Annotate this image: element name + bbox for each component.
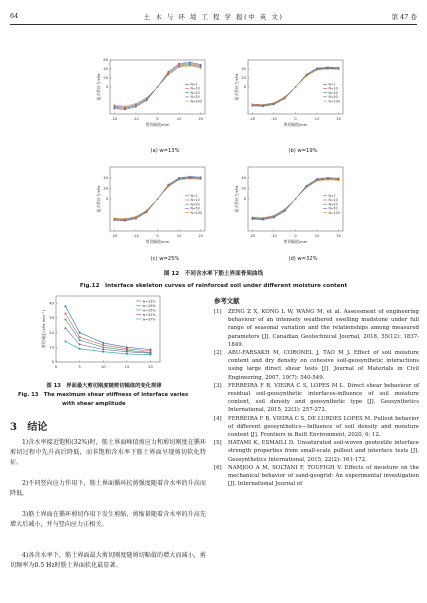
x-tick-label: 0 bbox=[54, 364, 58, 369]
x-tick-label: -10 bbox=[270, 234, 277, 238]
data-point bbox=[273, 215, 275, 217]
data-point bbox=[157, 198, 159, 200]
data-point bbox=[135, 103, 137, 105]
y-tick-label: 0 bbox=[243, 197, 246, 202]
legend-label: w=25% bbox=[142, 308, 156, 313]
fig12-panel-a bbox=[96, 56, 205, 127]
legend-label: w=13% bbox=[142, 299, 156, 304]
legend-label: N=100 bbox=[328, 210, 340, 215]
data-point bbox=[295, 198, 297, 200]
x-tick-label: 20 bbox=[336, 234, 341, 238]
legend-label: N=10 bbox=[190, 86, 200, 91]
reference-number: [3] bbox=[214, 382, 222, 389]
panel-d-label: (d) w=32% bbox=[288, 256, 318, 262]
data-point bbox=[79, 332, 81, 334]
reference-number: [1] bbox=[214, 309, 222, 315]
fig12-panel-b bbox=[234, 56, 343, 127]
series-line bbox=[66, 328, 151, 353]
reference-text: ZENG Z X, KONG L W, WANG M, et al. Assessment of engineering behaviour of an intensely weathered swelling mudstone under full range of seasonal variation and the relationships among measured parameters [J]. Canadian Geotechnical Journal, 2018, 55(12): 1837-1849. bbox=[228, 309, 419, 348]
x-tick-label: -10 bbox=[132, 117, 139, 121]
y-tick-label: 0 bbox=[243, 85, 246, 90]
reference-text: NAMJOO A M, SOLTANI F, TOUFIGH V. Effects of moisture on the mechanical behavior of sand-geogrid: An experimental investigation [J]. International Journal of bbox=[228, 464, 419, 488]
data-point bbox=[102, 344, 104, 346]
data-point bbox=[64, 327, 66, 329]
y-tick-label: 40 bbox=[49, 300, 54, 306]
data-point bbox=[124, 106, 126, 108]
data-point bbox=[79, 336, 81, 338]
references-title: 参考文献 bbox=[214, 297, 240, 305]
running-header bbox=[10, 10, 417, 25]
reference-item bbox=[214, 464, 419, 489]
data-point bbox=[338, 69, 340, 71]
series-line bbox=[114, 63, 200, 108]
reference-list bbox=[214, 308, 419, 488]
legend-label: N=20 bbox=[328, 90, 338, 95]
legend-label: N=20 bbox=[328, 202, 338, 207]
panel-a-label: (a) w=13% bbox=[150, 148, 180, 154]
fig12-panel-c bbox=[96, 163, 205, 244]
y-tick-label: 20 bbox=[49, 329, 54, 335]
fig13-caption-en-2: with shear amplitude bbox=[62, 401, 126, 407]
fig12-panel-d bbox=[234, 163, 343, 244]
x-tick-label: 20 bbox=[148, 364, 153, 369]
x-axis-label: 剪切幅值/mm bbox=[283, 239, 308, 244]
data-point bbox=[200, 67, 202, 69]
data-point bbox=[189, 65, 191, 67]
data-point bbox=[167, 186, 169, 188]
x-tick-label: 0 bbox=[156, 117, 159, 121]
legend-label: N=20 bbox=[190, 90, 200, 95]
x-axis-label: 剪切幅值/mm bbox=[145, 122, 170, 127]
conclusion-paragraph-3: 3)筋土界面在循环剪切作用下发生剪缩，剪缩量随着含水率的升高先增大后减小，并与竖向应力正相关。 bbox=[10, 511, 206, 529]
y-axis-label: 最大剪应力/kPa bbox=[234, 185, 239, 213]
x-tick-label: -20 bbox=[111, 234, 118, 238]
fig13-chart bbox=[40, 292, 190, 370]
y-axis-label: 最大剪应力/kPa bbox=[96, 73, 101, 101]
series-line bbox=[66, 320, 151, 353]
x-tick-label: 0 bbox=[294, 234, 297, 238]
x-tick-label: -20 bbox=[111, 117, 118, 121]
data-point bbox=[126, 353, 128, 355]
data-point bbox=[327, 68, 329, 70]
data-point bbox=[178, 66, 180, 68]
data-point bbox=[102, 351, 104, 353]
data-point bbox=[64, 340, 66, 342]
y-tick-label: 20 bbox=[241, 186, 246, 191]
reference-number: [6] bbox=[214, 464, 222, 471]
x-tick-label: 0 bbox=[294, 117, 297, 121]
panel-c-label: (c) w=25% bbox=[150, 256, 180, 262]
legend-label: N=1 bbox=[190, 194, 198, 198]
x-tick-label: 0 bbox=[156, 234, 159, 238]
legend-label: N=50 bbox=[328, 206, 338, 211]
data-point bbox=[305, 187, 307, 189]
conclusion-paragraph-2: 2)不同竖向应力作用下，筋土界面循环抗剪强度随着含水率的升高而降低。 bbox=[10, 480, 206, 498]
page-number: 64 bbox=[10, 12, 19, 20]
panel-b-label: (b) w=19% bbox=[288, 148, 318, 154]
x-tick-label: 15 bbox=[124, 364, 130, 369]
legend-label: N=10 bbox=[328, 86, 338, 91]
data-point bbox=[189, 178, 191, 180]
data-point bbox=[64, 305, 66, 307]
conclusion-paragraph-4: 4)各含水率下，筋土界面最大剪切刚度随剪切幅值的增大而减小，剪切频率为0.5 Hz时筋土界面软化最显著。 bbox=[10, 552, 206, 570]
volume-number: 第 47 卷 bbox=[391, 13, 417, 21]
legend-label: N=100 bbox=[190, 210, 202, 215]
series-line bbox=[114, 64, 200, 108]
y-tick-label: 20 bbox=[103, 186, 108, 191]
reference-item bbox=[214, 308, 419, 349]
legend-label: N=10 bbox=[328, 198, 338, 203]
reference-text: FERREIRA F B, VIEIRA C S, DE LURDES LOPES M. Pullout behavior of different geosynthetics—Influence of soil density and moisture content [J]. Frontiers in Built Environment, 2020, 6: 12. bbox=[228, 415, 419, 439]
reference-number: [4] bbox=[214, 415, 222, 422]
x-tick-label: 20 bbox=[336, 117, 341, 121]
data-point bbox=[114, 217, 116, 219]
data-point bbox=[252, 103, 254, 105]
data-point bbox=[327, 179, 329, 181]
legend-label: w=19% bbox=[142, 303, 156, 308]
x-tick-label: -20 bbox=[249, 234, 256, 238]
data-point bbox=[273, 102, 275, 104]
legend-label: N=50 bbox=[328, 95, 338, 100]
legend-label: N=1 bbox=[190, 82, 198, 87]
y-tick-label: 0 bbox=[105, 85, 108, 90]
fig13-caption-cn: 图 13 界面最大剪切刚度随剪切幅值的变化规律 bbox=[46, 383, 162, 389]
legend-label: N=1 bbox=[328, 82, 336, 87]
data-point bbox=[284, 208, 286, 210]
data-point bbox=[102, 349, 104, 351]
y-tick-label: 40 bbox=[241, 175, 246, 180]
fig13-caption-en-1: Fig. 13 The maximum shear stiffness of interface varies bbox=[18, 392, 189, 398]
reference-text: ABU-FARSAKH M, CORONEL J, TAO M J. Effect of soil moisture content and dry density on cohesive soil-geosynthetic interactions using large direct shear tests [J]. Journal of Materials in Civil Engineering, 2007, 19(7): 540-549. bbox=[228, 350, 419, 381]
data-point bbox=[262, 217, 264, 219]
x-tick-label: 10 bbox=[100, 364, 106, 369]
data-point bbox=[79, 348, 81, 350]
reference-item bbox=[214, 382, 419, 415]
legend-label: N=50 bbox=[190, 95, 200, 100]
x-axis-label: 剪切幅值/mm bbox=[283, 122, 308, 127]
legend-label: N=100 bbox=[328, 99, 340, 104]
legend-label: N=1 bbox=[328, 194, 336, 198]
data-point bbox=[102, 346, 104, 348]
reference-number: [2] bbox=[214, 350, 222, 357]
data-point bbox=[146, 209, 148, 211]
data-point bbox=[64, 313, 66, 315]
section-title: 结论 bbox=[27, 422, 48, 433]
data-point bbox=[146, 97, 148, 99]
legend-label: w=37% bbox=[142, 317, 156, 322]
series-line bbox=[114, 66, 200, 106]
x-tick-label: 20 bbox=[198, 117, 203, 121]
y-axis-label: 剪切刚度/(kPa·mm⁻¹) bbox=[41, 309, 46, 349]
data-point bbox=[167, 74, 169, 76]
x-tick-label: 10 bbox=[314, 234, 320, 238]
data-point bbox=[64, 318, 66, 320]
y-tick-label: 40 bbox=[103, 175, 108, 180]
data-point bbox=[295, 86, 297, 88]
y-tick-label: 0 bbox=[51, 359, 54, 365]
y-tick-label: 20 bbox=[103, 76, 108, 81]
data-point bbox=[178, 179, 180, 181]
reference-text: HATAMI K, ESMAILI D. Unsaturated soil-woven geotextile interface strength properties from small-scale pullout and interface tests [J]. Geosynthetics International, 2015, 22(2): 161-172. bbox=[228, 440, 419, 463]
series-line bbox=[114, 62, 200, 109]
y-tick-label: 20 bbox=[241, 76, 246, 81]
legend-label: N=50 bbox=[190, 206, 200, 211]
data-point bbox=[284, 96, 286, 98]
x-tick-label: -20 bbox=[249, 117, 256, 121]
reference-text: FERREIRA F B, VIEIRA C S, LOPES M L. Direct shear behaviour of residual soil-geosynthetic interfaces-influence of soil moisture content, soil density and geosynthetic type [J]. Geosynthetics International, 2015, 22(3): 257-272. bbox=[228, 382, 419, 414]
conclusion-paragraph-1: 1)含水率接近饱和(32%)时，筋土界面峰值剪应力和剪切刚度在循环剪切过程中先升高后降低，而非饱和含水率下筋土界面呈现剪切软化特征。 bbox=[10, 439, 206, 467]
legend-label: w=32% bbox=[142, 312, 156, 317]
y-tick-label: 0 bbox=[105, 197, 108, 202]
y-tick-label: 60 bbox=[103, 58, 108, 63]
reference-number: [5] bbox=[214, 440, 222, 447]
data-point bbox=[135, 216, 137, 218]
data-point bbox=[305, 75, 307, 77]
y-tick-label: 30 bbox=[49, 315, 54, 321]
legend-label: N=20 bbox=[190, 202, 200, 207]
data-point bbox=[157, 86, 159, 88]
section-number: 3 bbox=[10, 422, 17, 433]
x-tick-label: 5 bbox=[78, 364, 81, 369]
y-tick-label: 40 bbox=[241, 67, 246, 72]
y-tick-label: 10 bbox=[49, 344, 54, 350]
data-point bbox=[150, 354, 152, 356]
legend-label: N=100 bbox=[190, 99, 202, 104]
x-tick-label: 10 bbox=[176, 117, 182, 121]
data-point bbox=[79, 339, 81, 341]
y-axis-label: 最大剪应力/kPa bbox=[96, 185, 101, 213]
data-point bbox=[316, 69, 318, 71]
data-point bbox=[262, 104, 264, 106]
x-tick-label: 10 bbox=[176, 234, 182, 238]
journal-title: 土 木 与 环 境 工 程 学 报(中 英 文) bbox=[143, 13, 284, 21]
x-axis-label: 剪切幅值/mm bbox=[145, 239, 170, 244]
x-tick-label: -10 bbox=[132, 234, 139, 238]
reference-item bbox=[214, 415, 419, 440]
data-point bbox=[252, 216, 254, 218]
x-tick-label: 20 bbox=[198, 234, 203, 238]
y-axis-label: 最大剪应力/kPa bbox=[234, 73, 239, 101]
data-point bbox=[200, 178, 202, 180]
data-point bbox=[79, 343, 81, 345]
reference-item bbox=[214, 349, 419, 382]
y-tick-label: 40 bbox=[103, 67, 108, 72]
reference-item bbox=[214, 439, 419, 464]
data-point bbox=[126, 351, 128, 353]
x-tick-label: 10 bbox=[314, 117, 320, 121]
data-point bbox=[102, 342, 104, 344]
section-heading bbox=[10, 418, 47, 433]
data-point bbox=[114, 104, 116, 106]
fig12-caption-en: Fig.12 Interface skeleton curves of reinforced soil under different moisture content bbox=[79, 283, 348, 289]
x-tick-label: -10 bbox=[270, 117, 277, 121]
data-point bbox=[338, 180, 340, 182]
fig12-caption-cn: 图 12 不同含水率下筋土界面骨架曲线 bbox=[163, 271, 264, 277]
data-point bbox=[316, 180, 318, 182]
data-point bbox=[124, 218, 126, 220]
legend-label: N=10 bbox=[190, 198, 200, 203]
